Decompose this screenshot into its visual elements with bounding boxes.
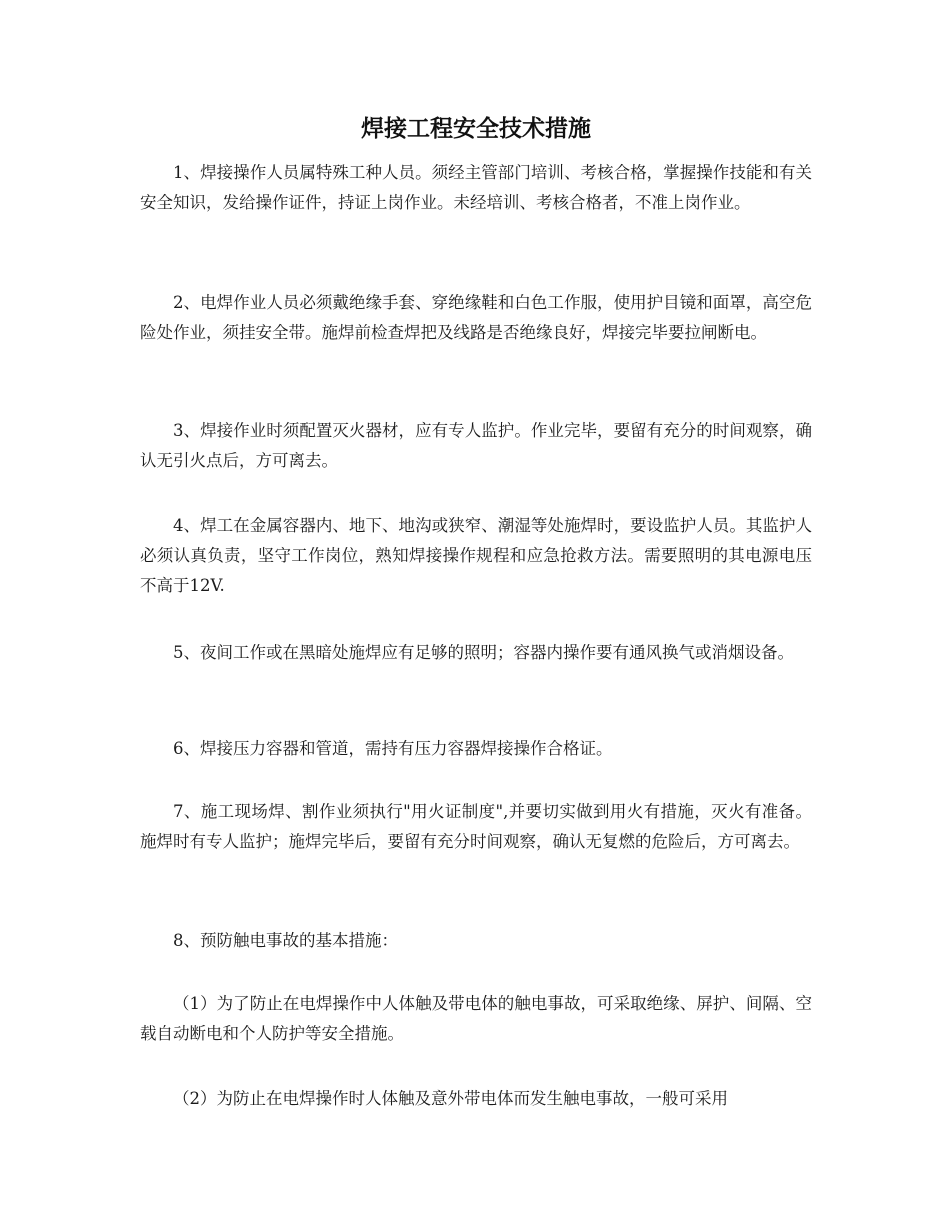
paragraph-2: 2、电焊作业人员必须戴绝缘手套、穿绝缘鞋和白色工作服，使用护目镜和面罩，高空危险处作业，须挂安全带。施焊前检查焊把及线路是否绝缘良好，焊接完毕要拉闸断电。 [140, 293, 812, 342]
paragraph-3: 3、焊接作业时须配置灭火器材，应有专人监护。作业完毕，要留有充分的时间观察，确认无引火点后，方可离去。 [140, 421, 812, 470]
paragraph-1: 1、焊接操作人员属特殊工种人员。须经主管部门培训、考核合格，掌握操作技能和有关安全知识，发给操作证件，持证上岗作业。未经培训、考核合格者，不准上岗作业。 [140, 163, 812, 212]
paragraph-8: 8、预防触电事故的基本措施： [173, 931, 398, 950]
paragraph-7: 7、施工现场焊、割作业须执行"用火证制度",并要切实做到用火有措施，灭火有准备。施焊时有专人监护；施焊完毕后，要留有充分时间观察，确认无复燃的危险后，方可离去。 [140, 802, 812, 851]
paragraph-4: 4、焊工在金属容器内、地下、地沟或狭窄、潮湿等处施焊时，要设监护人员。其监护人必须认真负责，坚守工作岗位，熟知焊接操作规程和应急抢救方法。需要照明的其电源电压不高于12V. [140, 516, 812, 595]
document-title: 焊接工程安全技术措施 [361, 115, 591, 142]
paragraph-6: 6、焊接压力容器和管道，需持有压力容器焊接操作合格证。 [173, 739, 613, 758]
paragraph-5: 5、夜间工作或在黑暗处施焊应有足够的照明；容器内操作要有通风换气或消烟设备。 [173, 643, 794, 662]
paragraph-8-item-1: （1）为了防止在电焊操作中人体触及带电体的触电事故，可采取绝缘、屏护、间隔、空载自动断电和个人防护等安全措施。 [140, 994, 812, 1043]
paragraph-8-item-2: （2）为防止在电焊操作时人体触及意外带电体而发生触电事故，一般可采用 [173, 1089, 728, 1108]
